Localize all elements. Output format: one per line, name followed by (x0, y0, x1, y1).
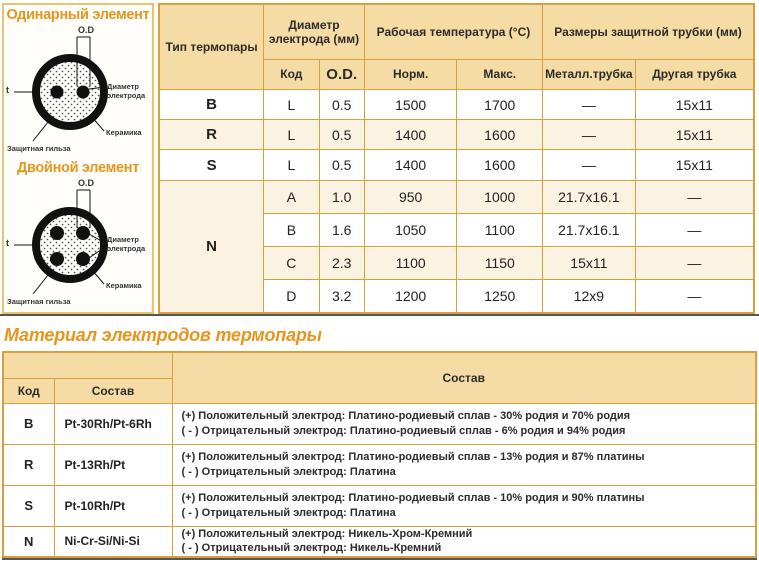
norm-cell: 1400 (364, 120, 457, 150)
norm-cell: 1400 (364, 150, 457, 180)
metal-tube-cell: 21.7x16.1 (543, 213, 636, 246)
protective-sheath-label: Защитная гильза (7, 144, 71, 153)
max-cell: 1150 (457, 247, 543, 280)
max-cell: 1600 (457, 150, 543, 180)
od-label: O.D (78, 25, 95, 35)
composition-detail-cell (172, 444, 756, 485)
col-group-working-temperature: Рабочая температура (°C) (364, 4, 542, 59)
electrode-material-table (2, 351, 757, 558)
table-row (3, 526, 756, 557)
table-row (159, 120, 754, 150)
code-cell: S (3, 485, 54, 526)
col-header-thermocouple-type: Тип термопары (159, 4, 264, 90)
ceramic-label: Керамика (106, 281, 142, 290)
header-spacer-cell (3, 352, 172, 378)
composition-cell: Pt-10Rh/Pt (54, 485, 172, 526)
code-cell: D (264, 280, 319, 313)
table-row (3, 444, 756, 485)
code-cell: B (264, 213, 319, 246)
protective-sheath-label: Защитная гильза (7, 297, 71, 306)
type-cell: N (159, 180, 264, 313)
od-cell: 0.5 (319, 90, 364, 120)
composition-cell: Pt-30Rh/Pt-6Rh (54, 403, 172, 444)
type-cell: S (159, 150, 264, 180)
type-cell: R (159, 120, 264, 150)
element-diagrams-panel (2, 3, 154, 314)
type-cell: B (159, 90, 264, 120)
col-header-other-tube: Другая трубка (635, 59, 754, 89)
positive-electrode-line: (+) Положительный электрод: Платино-родиевый сплав - 30% родия и 70% родия (181, 409, 631, 422)
od-cell: 0.5 (319, 120, 364, 150)
other-tube-cell: — (635, 280, 754, 313)
composition-detail-cell (172, 403, 756, 444)
od-cell: 1.6 (319, 213, 364, 246)
other-tube-cell: 15x11 (635, 120, 754, 150)
norm-cell: 1500 (364, 90, 457, 120)
metal-tube-cell: 15x11 (543, 247, 636, 280)
other-tube-cell: — (635, 180, 754, 213)
max-cell: 1100 (457, 213, 543, 246)
other-tube-cell: 15x11 (635, 150, 754, 180)
composition-cell: Pt-13Rh/Pt (54, 444, 172, 485)
code-cell: R (3, 444, 54, 485)
col-header-metal-tube: Металл.трубка (543, 59, 636, 89)
col-header-composition: Состав (54, 378, 172, 403)
composition-detail-cell (172, 485, 756, 526)
negative-electrode-line: ( - ) Отрицательный электрод: Платина (181, 465, 396, 478)
table-row (159, 90, 754, 120)
metal-tube-cell: 12x9 (543, 280, 636, 313)
table-row (159, 180, 754, 213)
electrode-diameter-label: Диаметр электрода (107, 82, 146, 100)
single-element-title: Одинарный элемент (6, 7, 150, 23)
material-section (2, 351, 757, 560)
positive-electrode-line: (+) Положительный электрод: Платино-родиевый сплав - 13% родия и 87% платины (181, 450, 645, 463)
col-group-protective-tube-sizes: Размеры защитной трубки (мм) (543, 4, 754, 59)
negative-electrode-line: ( - ) Отрицательный электрод: Никель-Кремний (181, 542, 442, 555)
double-element-diagram (4, 158, 152, 311)
table-row (3, 403, 756, 444)
col-header-composition-detail: Состав (172, 352, 756, 403)
norm-cell: 1200 (364, 280, 457, 313)
col-header-code: Код (264, 59, 319, 89)
positive-electrode-line: (+) Положительный электрод: Платино-родиевый сплав - 10% родия и 90% платины (181, 491, 645, 504)
code-cell: A (264, 180, 319, 213)
t-label: t (6, 238, 9, 248)
max-cell: 1250 (457, 280, 543, 313)
table-row (159, 150, 754, 180)
double-element-title: Двойной элемент (16, 160, 140, 176)
negative-electrode-line: ( - ) Отрицательный электрод: Платина (181, 506, 396, 519)
norm-cell: 950 (364, 180, 457, 213)
ceramic-label: Керамика (106, 128, 142, 137)
max-cell: 1700 (457, 90, 543, 120)
col-group-electrode-diameter: Диаметр электрода (мм) (264, 4, 365, 59)
composition-cell: Ni-Cr-Si/Ni-Si (54, 526, 172, 557)
code-cell: N (3, 526, 54, 557)
metal-tube-cell: — (543, 90, 636, 120)
metal-tube-cell: — (543, 120, 636, 150)
composition-detail-cell (172, 526, 756, 557)
other-tube-cell: 15x11 (635, 90, 754, 120)
other-tube-cell: — (635, 247, 754, 280)
od-cell: 3.2 (319, 280, 364, 313)
negative-electrode-line: ( - ) Отрицательный электрод: Платино-родиевый сплав - 6% родия и 94% родия (181, 424, 626, 437)
od-cell: 0.5 (319, 150, 364, 180)
metal-tube-cell: 21.7x16.1 (543, 180, 636, 213)
norm-cell: 1100 (364, 247, 457, 280)
code-cell: L (264, 120, 319, 150)
col-header-code: Код (3, 378, 54, 403)
col-header-norm: Норм. (364, 59, 457, 89)
thermocouple-spec-table (158, 3, 755, 314)
od-cell: 1.0 (319, 180, 364, 213)
code-cell: B (3, 403, 54, 444)
code-cell: C (264, 247, 319, 280)
single-element-diagram (4, 5, 152, 158)
code-cell: L (264, 90, 319, 120)
table-row (3, 485, 756, 526)
t-label: t (6, 85, 9, 95)
od-label: O.D (78, 178, 95, 188)
other-tube-cell: — (635, 213, 754, 246)
norm-cell: 1050 (364, 213, 457, 246)
max-cell: 1000 (457, 180, 543, 213)
max-cell: 1600 (457, 120, 543, 150)
metal-tube-cell: — (543, 150, 636, 180)
col-header-od: O.D. (319, 59, 364, 89)
code-cell: L (264, 150, 319, 180)
od-cell: 2.3 (319, 247, 364, 280)
electrode-diameter-label: Диаметр электрода (107, 235, 146, 253)
positive-electrode-line: (+) Положительный электрод: Никель-Хром-Кремний (181, 527, 473, 540)
col-header-max: Макс. (457, 59, 543, 89)
material-section-title: Материал электродов термопары (4, 325, 322, 345)
